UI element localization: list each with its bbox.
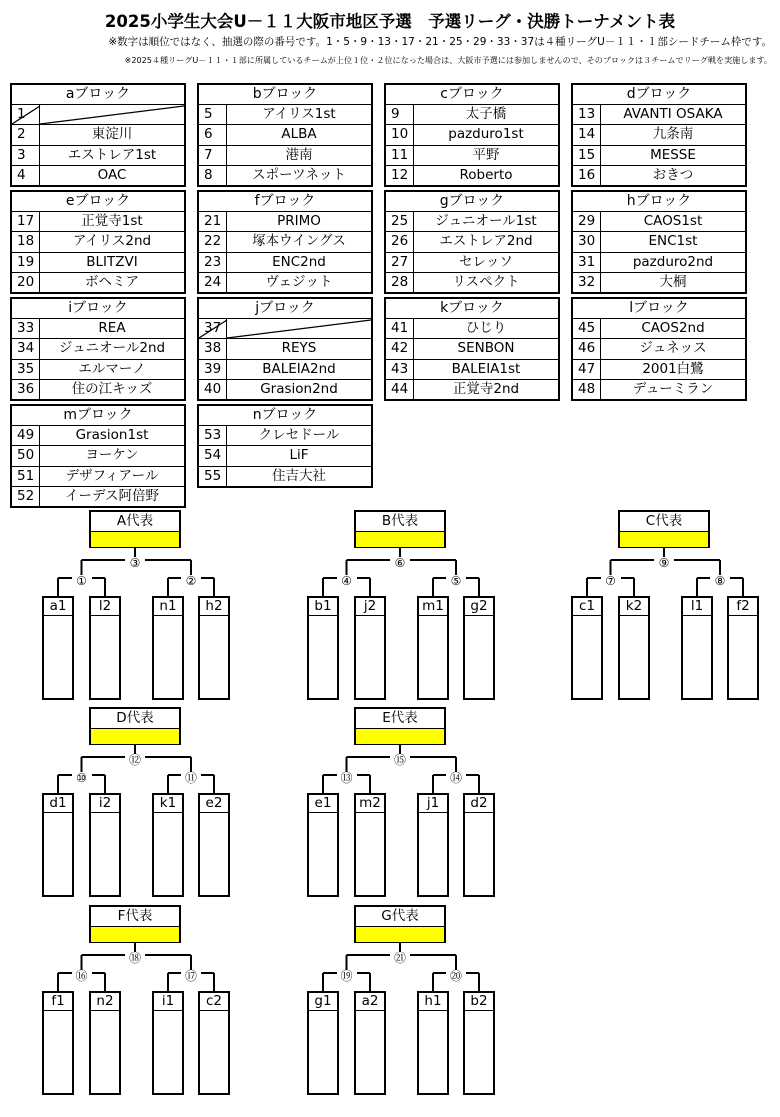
- team-name: ジュネッス: [639, 340, 707, 357]
- draw-number: 8: [199, 166, 227, 185]
- slot-label: i1: [154, 993, 182, 1011]
- team-name: BALEIA1st: [451, 360, 521, 377]
- tournament-slot: [354, 991, 386, 1095]
- slot-label: n1: [154, 598, 182, 616]
- team-name: ヨーケン: [85, 447, 139, 464]
- block-name: hブロック: [573, 192, 745, 212]
- tournament-slot: [307, 991, 339, 1095]
- tournament-slot: [42, 793, 74, 897]
- team-name: デザフィアール: [65, 467, 159, 484]
- team-name: 住の江キッズ: [71, 380, 153, 397]
- draw-number: 31: [573, 253, 601, 272]
- representative-box: [89, 905, 181, 943]
- team-name: セレッソ: [459, 253, 513, 270]
- semi-match-number-left: ⑬: [337, 772, 357, 785]
- draw-number: 34: [12, 339, 40, 358]
- tournament-slot: [307, 596, 339, 700]
- representative-box: [354, 905, 446, 943]
- slot-label: e2: [200, 795, 228, 813]
- tournament-slot: [89, 991, 121, 1095]
- final-match-number: ⑱: [125, 952, 145, 965]
- team-name: 正覚寺1st: [81, 213, 143, 229]
- team-name: 住吉大社: [272, 467, 326, 484]
- draw-number: 12: [386, 166, 414, 185]
- tournament-slot: [354, 596, 386, 700]
- block-name: gブロック: [386, 192, 558, 212]
- draw-number: 3: [12, 146, 40, 165]
- slot-label: b2: [465, 993, 493, 1011]
- winner-field: [91, 927, 179, 942]
- tournament-slot: [417, 991, 449, 1095]
- team-name: リスペクト: [452, 273, 520, 290]
- semi-match-number-left: ⑩: [72, 772, 92, 785]
- draw-number: 19: [12, 253, 40, 272]
- tournament-slot: [152, 793, 184, 897]
- tournament-slot: [152, 596, 184, 700]
- draw-number: 17: [12, 212, 40, 231]
- team-name: ENC1st: [648, 233, 698, 250]
- semi-match-number-left: ①: [72, 575, 92, 588]
- team-name: スポーツネット: [252, 166, 346, 183]
- semi-match-number-left: ④: [337, 575, 357, 588]
- semi-match-number-right: ⑤: [446, 575, 466, 588]
- draw-number: 40: [199, 380, 227, 399]
- draw-number: 45: [573, 319, 601, 338]
- tournament-slot: [354, 793, 386, 897]
- draw-number: 16: [573, 166, 601, 185]
- draw-number: 53: [199, 426, 227, 445]
- slot-label: b1: [309, 598, 337, 616]
- tournament-slot: [152, 991, 184, 1095]
- block-name: bブロック: [199, 85, 371, 105]
- representative-label: D代表: [91, 709, 179, 729]
- team-name: 東淀川: [91, 126, 133, 143]
- slot-label: g1: [309, 993, 337, 1011]
- semi-match-number-right: ⑰: [181, 970, 201, 983]
- draw-number: 7: [199, 146, 227, 165]
- representative-label: A代表: [91, 512, 179, 532]
- draw-number: 10: [386, 125, 414, 144]
- team-name: pazduro2nd: [632, 253, 714, 270]
- draw-number: 55: [199, 467, 227, 486]
- final-match-number: ⑮: [390, 754, 410, 767]
- block-name: fブロック: [199, 192, 371, 212]
- team-name: PRIMO: [277, 213, 321, 229]
- tournament-slot: [89, 596, 121, 700]
- tournament-slot: [463, 793, 495, 897]
- team-name: REA: [98, 320, 126, 336]
- block-name: nブロック: [199, 406, 371, 426]
- team-name: pazduro1st: [448, 126, 524, 143]
- tournament-slot: [463, 991, 495, 1095]
- slot-label: e1: [309, 795, 337, 813]
- draw-number: 2: [12, 125, 40, 144]
- draw-number: 1: [12, 105, 40, 124]
- winner-field: [356, 532, 444, 547]
- final-match-number: ⑥: [390, 557, 410, 570]
- block-name: aブロック: [12, 85, 184, 105]
- final-match-number: ③: [125, 557, 145, 570]
- tournament-slot: [42, 596, 74, 700]
- team-name: ボヘミア: [85, 273, 139, 290]
- draw-number: 6: [199, 125, 227, 144]
- tournament-slot: [727, 596, 759, 700]
- tournament-slot: [89, 793, 121, 897]
- representative-box: [354, 707, 446, 745]
- slot-label: l1: [683, 598, 711, 616]
- representative-label: B代表: [356, 512, 444, 532]
- team-name: BLITZVI: [86, 253, 138, 270]
- draw-number: 42: [386, 339, 414, 358]
- team-name: OAC: [97, 166, 127, 183]
- draw-number: 37: [199, 319, 227, 338]
- slot-label: n2: [91, 993, 119, 1011]
- winner-field: [356, 729, 444, 744]
- slot-label: a1: [44, 598, 72, 616]
- tournament-slot: [681, 596, 713, 700]
- slot-label: h2: [200, 598, 228, 616]
- draw-number: 22: [199, 232, 227, 251]
- slot-label: i2: [91, 795, 119, 813]
- team-name: エルマーノ: [78, 360, 146, 377]
- semi-match-number-right: ②: [181, 575, 201, 588]
- draw-number: 54: [199, 446, 227, 465]
- draw-number: 39: [199, 360, 227, 379]
- semi-match-number-right: ⑧: [710, 575, 730, 588]
- team-name: Grasion1st: [75, 427, 149, 443]
- representative-box: [354, 510, 446, 548]
- team-name: 九条南: [652, 126, 694, 143]
- semi-match-number-left: ⑲: [337, 970, 357, 983]
- tournament-slot: [198, 793, 230, 897]
- tournament-slot: [198, 596, 230, 700]
- note-seed: ※数字は順位ではなく、抽選の際の番号です。1・5・9・13・17・21・25・29・33・37は４種リーグU－１１・１部シードチーム枠です。: [108, 36, 772, 48]
- team-name: ENC2nd: [272, 253, 326, 270]
- slot-label: m2: [356, 795, 384, 813]
- block-name: jブロック: [199, 299, 371, 319]
- draw-number: 46: [573, 339, 601, 358]
- winner-field: [356, 927, 444, 942]
- team-name: 正覚寺2nd: [452, 380, 520, 397]
- block-name: iブロック: [12, 299, 184, 319]
- tournament-slot: [417, 793, 449, 897]
- representative-label: F代表: [91, 907, 179, 927]
- draw-number: 30: [573, 232, 601, 251]
- draw-number: 5: [199, 105, 227, 124]
- draw-number: 43: [386, 360, 414, 379]
- draw-number: 44: [386, 380, 414, 399]
- draw-number: 11: [386, 146, 414, 165]
- representative-box: [89, 510, 181, 548]
- draw-number: 20: [12, 273, 40, 292]
- draw-number: 48: [573, 380, 601, 399]
- winner-field: [91, 532, 179, 547]
- slot-label: c1: [573, 598, 601, 616]
- slot-label: j2: [356, 598, 384, 616]
- team-name: SENBON: [457, 340, 515, 357]
- draw-number: 29: [573, 212, 601, 231]
- draw-number: 9: [386, 105, 414, 124]
- slot-label: k1: [154, 795, 182, 813]
- draw-number: 47: [573, 360, 601, 379]
- winner-field: [620, 532, 708, 547]
- team-name: ジュニオール1st: [435, 213, 537, 229]
- slot-label: l2: [91, 598, 119, 616]
- draw-number: 14: [573, 125, 601, 144]
- team-name: BALEIA2nd: [262, 360, 336, 377]
- final-match-number: ㉑: [390, 952, 410, 965]
- team-name: クレセドール: [258, 427, 340, 443]
- representative-label: C代表: [620, 512, 708, 532]
- tournament-slot: [42, 991, 74, 1095]
- representative-label: G代表: [356, 907, 444, 927]
- slot-label: g2: [465, 598, 493, 616]
- semi-match-number-right: ⑳: [446, 970, 466, 983]
- draw-number: 26: [386, 232, 414, 251]
- team-name: CAOS2nd: [641, 320, 705, 336]
- block-name: mブロック: [12, 406, 184, 426]
- draw-number: 23: [199, 253, 227, 272]
- draw-number: 38: [199, 339, 227, 358]
- draw-number: 50: [12, 446, 40, 465]
- draw-number: 25: [386, 212, 414, 231]
- team-name: LiF: [289, 447, 309, 464]
- final-match-number: ⑫: [125, 754, 145, 767]
- draw-number: 33: [12, 319, 40, 338]
- slot-label: d1: [44, 795, 72, 813]
- block-name: dブロック: [573, 85, 745, 105]
- semi-match-number-right: ⑪: [181, 772, 201, 785]
- draw-number: 28: [386, 273, 414, 292]
- tournament-slot: [198, 991, 230, 1095]
- representative-box: [618, 510, 710, 548]
- draw-number: 15: [573, 146, 601, 165]
- team-name: 港南: [285, 146, 313, 163]
- team-name: Grasion2nd: [260, 380, 338, 397]
- team-name: イーデス阿倍野: [65, 487, 159, 504]
- team-name: REYS: [281, 340, 317, 357]
- tournament-slot: [307, 793, 339, 897]
- semi-match-number-left: ⑦: [601, 575, 621, 588]
- tournament-slot: [463, 596, 495, 700]
- slot-label: f2: [729, 598, 757, 616]
- draw-number: 24: [199, 273, 227, 292]
- tournament-slot: [417, 596, 449, 700]
- draw-number: 13: [573, 105, 601, 124]
- team-name: エストレア1st: [67, 146, 157, 163]
- team-name: CAOS1st: [643, 213, 703, 229]
- team-name: 2001白鷺: [642, 360, 704, 377]
- team-name: AVANTI OSAKA: [623, 106, 723, 122]
- tournament-slot: [571, 596, 603, 700]
- block-name: lブロック: [573, 299, 745, 319]
- team-name: ALBA: [281, 126, 317, 143]
- team-name: アイリス2nd: [72, 233, 152, 250]
- draw-number: 36: [12, 380, 40, 399]
- team-name: おきつ: [652, 166, 694, 183]
- slot-label: f1: [44, 993, 72, 1011]
- slot-label: j1: [419, 795, 447, 813]
- draw-number: 21: [199, 212, 227, 231]
- team-name: ヴェジット: [265, 273, 333, 290]
- draw-number: 32: [573, 273, 601, 292]
- team-name: MESSE: [650, 146, 696, 163]
- team-name: Roberto: [459, 166, 513, 183]
- block-name: cブロック: [386, 85, 558, 105]
- draw-number: 49: [12, 426, 40, 445]
- team-name: ひじり: [465, 320, 507, 336]
- slot-label: a2: [356, 993, 384, 1011]
- draw-number: 18: [12, 232, 40, 251]
- winner-field: [91, 729, 179, 744]
- draw-number: 35: [12, 360, 40, 379]
- note-league: ※2025４種リーグU－１１・１部に所属しているチームが上位１位・２位になった場合は、大阪市予選には参加しませんので、そのブロックは３チームでリーグ戦を実施します。: [124, 55, 772, 65]
- block-name: kブロック: [386, 299, 558, 319]
- team-name: デューミラン: [632, 380, 714, 397]
- representative-label: E代表: [356, 709, 444, 729]
- slot-label: c2: [200, 993, 228, 1011]
- draw-number: 27: [386, 253, 414, 272]
- team-name: ジュニオール2nd: [58, 340, 166, 357]
- draw-number: 51: [12, 467, 40, 486]
- block-name: eブロック: [12, 192, 184, 212]
- slot-label: d2: [465, 795, 493, 813]
- team-name: エストレア2nd: [439, 233, 533, 250]
- draw-number: 41: [386, 319, 414, 338]
- semi-match-number-right: ⑭: [446, 772, 466, 785]
- team-name: 塚本ウイングス: [252, 233, 346, 250]
- team-name: アイリス1st: [262, 106, 336, 122]
- slot-label: m1: [419, 598, 447, 616]
- semi-match-number-left: ⑯: [72, 970, 92, 983]
- slot-label: k2: [620, 598, 648, 616]
- slot-label: h1: [419, 993, 447, 1011]
- tournament-slot: [618, 596, 650, 700]
- representative-box: [89, 707, 181, 745]
- team-name: 大桐: [659, 273, 687, 290]
- team-name: 平野: [472, 146, 500, 163]
- final-match-number: ⑨: [654, 557, 674, 570]
- team-name: 太子橋: [465, 106, 507, 122]
- draw-number: 52: [12, 487, 40, 506]
- page-title: 2025小学生大会U－１１大阪市地区予選 予選リーグ・決勝トーナメント表: [104, 12, 676, 31]
- draw-number: 4: [12, 166, 40, 185]
